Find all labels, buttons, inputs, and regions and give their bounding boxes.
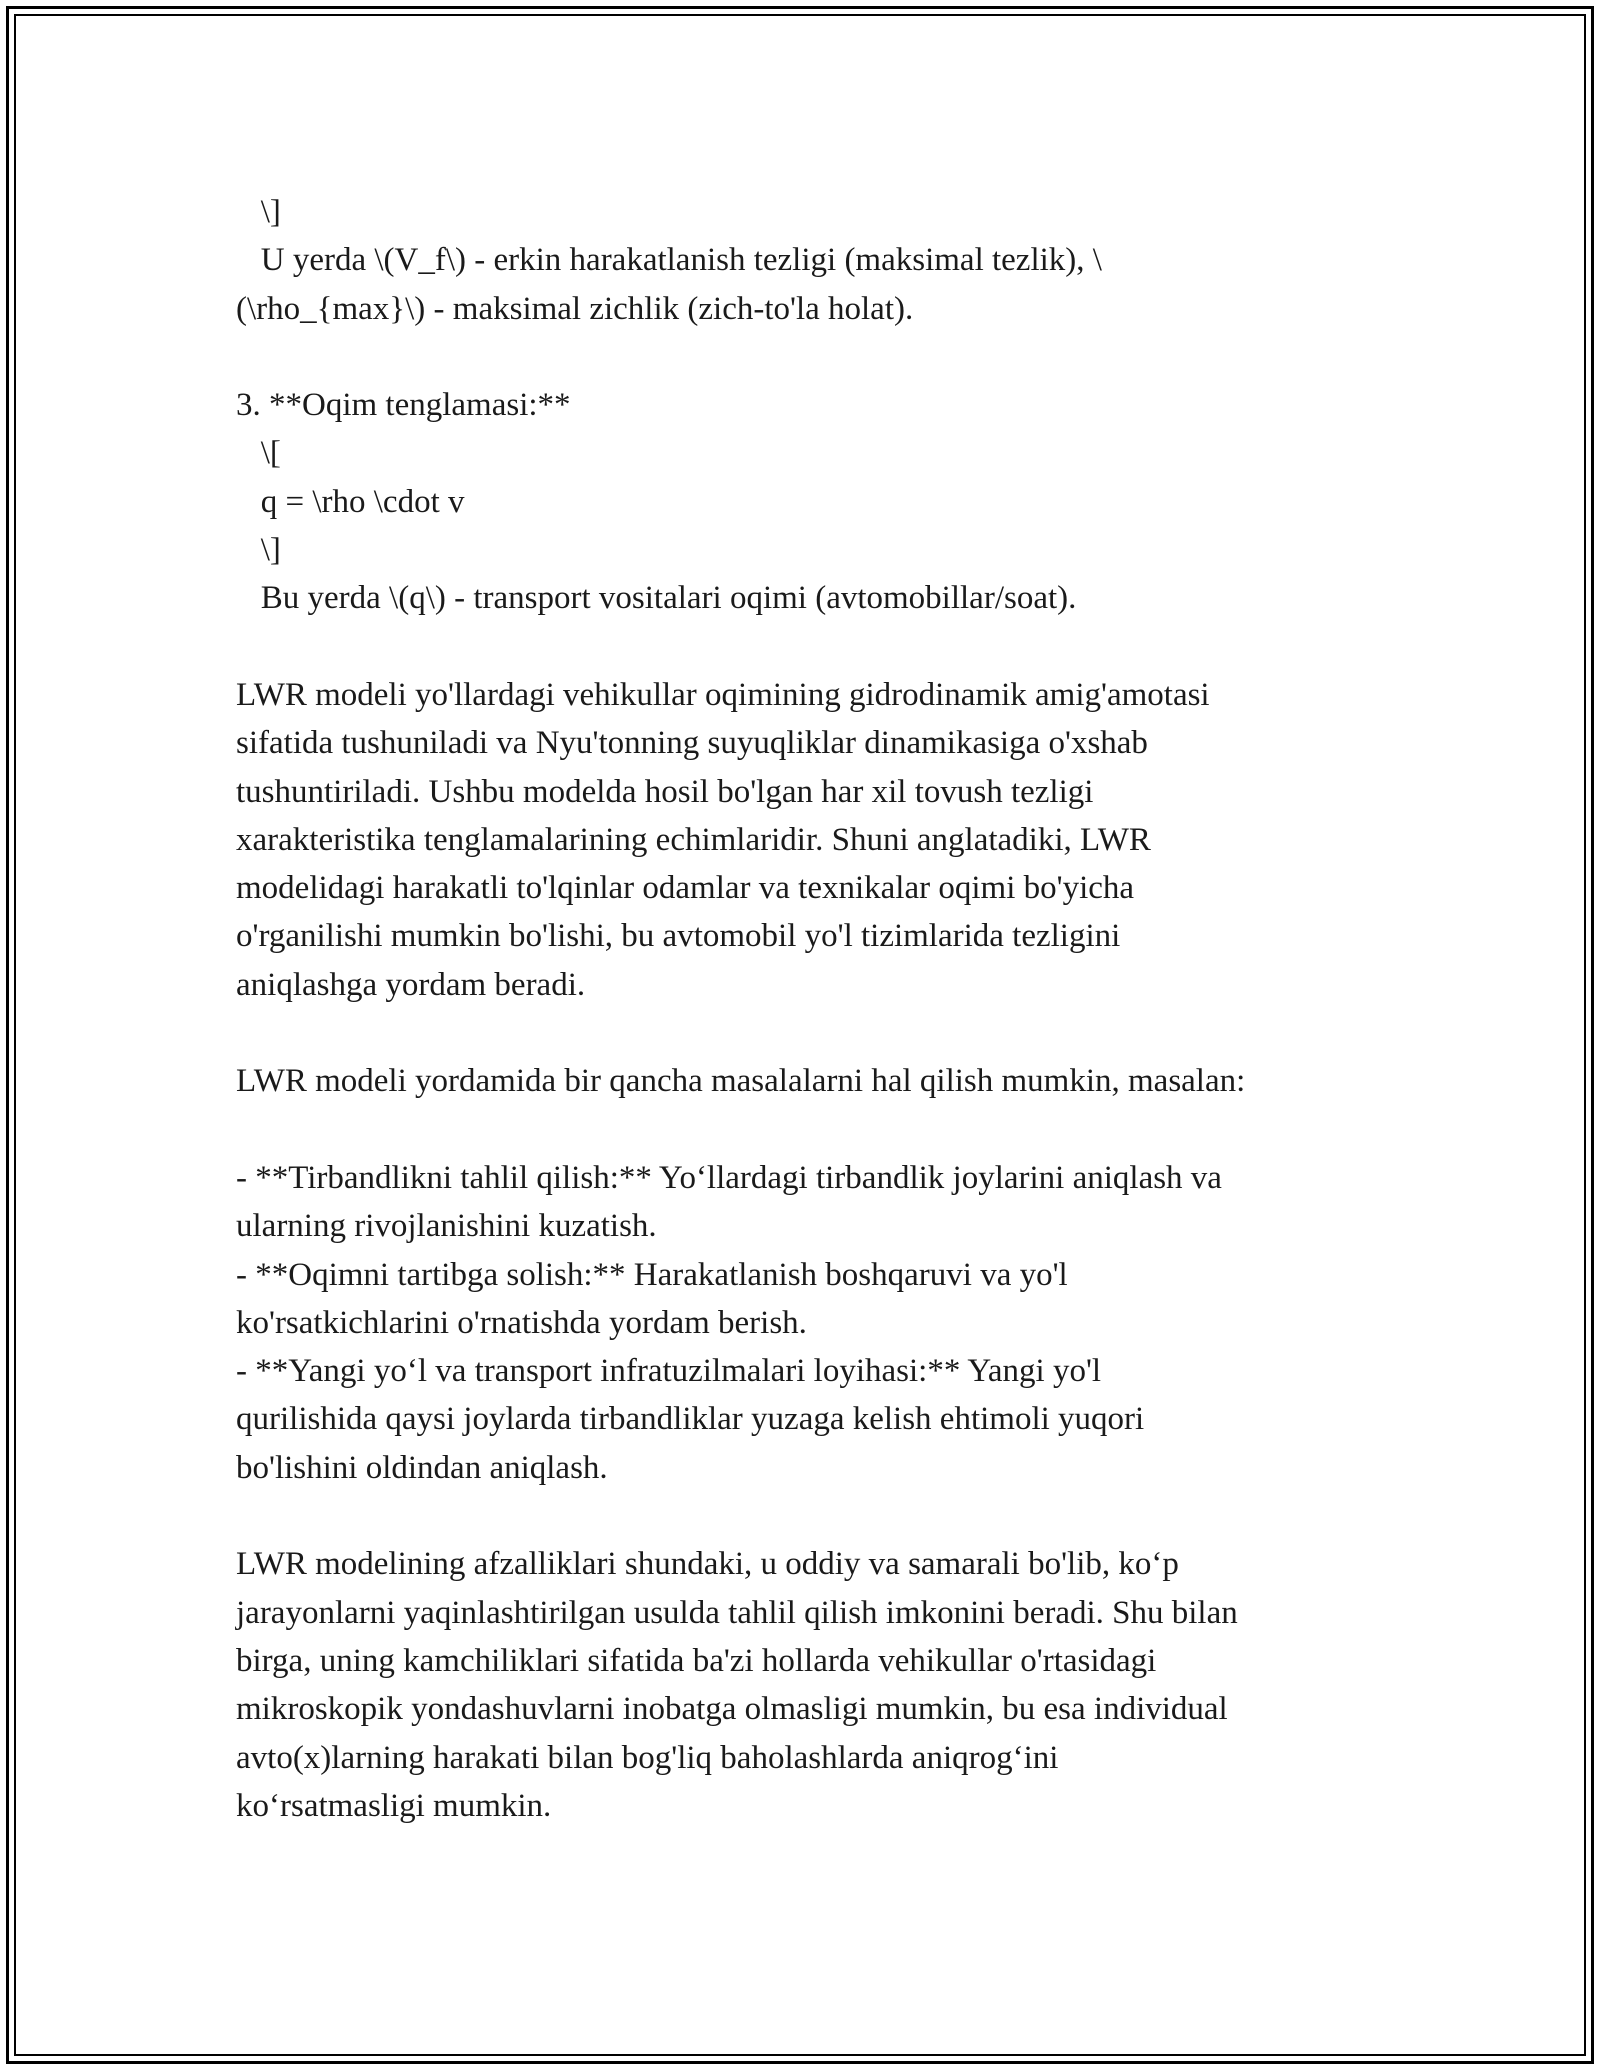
paragraph-line: LWR modeli yo'llardagi vehikullar oqimining gidrodinamik amig'amotasi <box>236 676 1210 713</box>
section-heading: 3. **Oqim tenglamasi:** <box>236 387 571 424</box>
list-item-line: bo'lishini oldindan aniqlash. <box>236 1449 608 1486</box>
paragraph-line: LWR modelining afzalliklari shundaki, u oddiy va samarali bo'lib, ko‘p <box>236 1546 1179 1583</box>
text-line: \] <box>236 532 281 569</box>
list-item-line: ularning rivojlanishini kuzatish. <box>236 1208 657 1245</box>
blank-line <box>236 333 1386 381</box>
paragraph-line: modelidagi harakatli to'lqinlar odamlar va texnikalar oqimi bo'yicha <box>236 870 1135 907</box>
paragraph-line: sifatida tushuniladi va Nyu'tonning suyuqliklar dinamikasiga o'xshab <box>236 725 1148 762</box>
blank-line <box>236 1106 1386 1154</box>
paragraph-line: tushuntiriladi. Ushbu modelda hosil bo'lgan har xil tovush tezligi <box>236 773 1094 810</box>
paragraph-line: avto(x)larning harakati bilan bog'liq baholashlarda aniqrog‘ini <box>236 1739 1059 1776</box>
paragraph-line: aniqlashga yordam beradi. <box>236 966 586 1003</box>
text-line: Bu yerda \(q\) - transport vositalari oqimi (avtomobillar/soat). <box>236 580 1077 617</box>
text-line: \[ <box>236 435 281 472</box>
paragraph-line: o'rganilishi mumkin bo'lishi, bu avtomobil yo'l tizimlarida tezligini <box>236 918 1121 955</box>
blank-line <box>236 623 1386 671</box>
paragraph-line: xarakteristika tenglamalarining echimlaridir. Shuni anglatadiki, LWR <box>236 821 1151 858</box>
blank-line <box>236 1009 1386 1057</box>
text-line: \] <box>236 194 281 230</box>
document-body <box>236 188 1386 1830</box>
list-item-line: - **Tirbandlikni tahlil qilish:** Yo‘llardagi tirbandlik joylarini aniqlash va <box>236 1159 1222 1196</box>
paragraph-line: mikroskopik yondashuvlarni inobatga olmasligi mumkin, bu esa individual <box>236 1691 1228 1728</box>
text-line: (\rho_{max}\) - maksimal zichlik (zich-to'la holat). <box>236 290 914 327</box>
list-item-line: - **Yangi yo‘l va transport infratuzilmalari loyihasi:** Yangi yo'l <box>236 1353 1102 1390</box>
list-item-line: - **Oqimni tartibga solish:** Harakatlanish boshqaruvi va yo'l <box>236 1256 1068 1293</box>
paragraph-line: LWR modeli yordamida bir qancha masalalarni hal qilish mumkin, masalan: <box>236 1063 1246 1100</box>
paragraph-line: birga, uning kamchiliklari sifatida ba'zi hollarda vehikullar o'rtasidagi <box>236 1642 1157 1679</box>
blank-line <box>236 1492 1386 1540</box>
list-item-line: qurilishida qaysi joylarda tirbandliklar yuzaga kelish ehtimoli yuqori <box>236 1401 1145 1438</box>
list-item-line: ko'rsatkichlarini o'rnatishda yordam berish. <box>236 1304 807 1341</box>
paragraph-line: jarayonlarni yaqinlashtirilgan usulda tahlil qilish imkonini beradi. Shu bilan <box>236 1594 1238 1631</box>
text-line: U yerda \(V_f\) - erkin harakatlanish tezligi (maksimal tezlik), \ <box>236 242 1102 279</box>
formula-line: q = \rho \cdot v <box>236 483 465 520</box>
paragraph-line: ko‘rsatmasligi mumkin. <box>236 1787 552 1824</box>
